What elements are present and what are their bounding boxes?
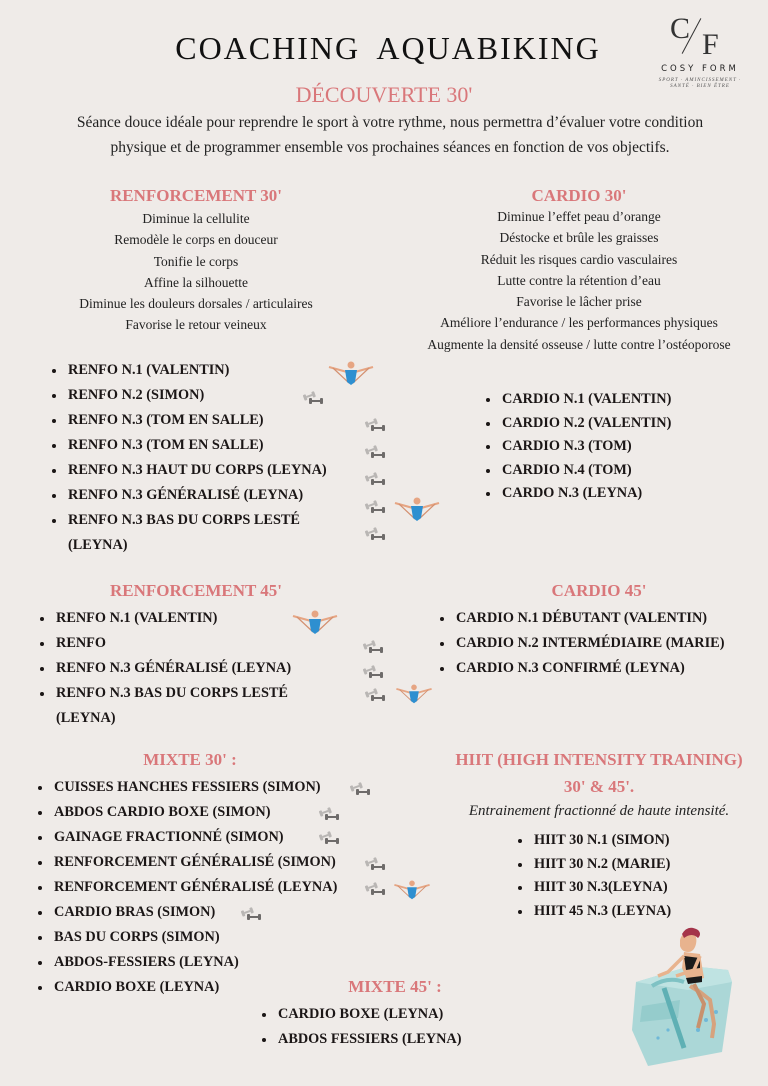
list-item[interactable]: HIIT 30 N.1 (SIMON) [516, 829, 766, 853]
benefit: Lutte contre la rétention d’eau [497, 272, 661, 288]
list-item[interactable]: CARDIO N.2 (VALENTIN) [484, 412, 764, 436]
list-item[interactable]: HIIT 45 N.3 (LEYNA) [516, 900, 766, 924]
list-item[interactable]: CARDIO N.3 (TOM) [484, 435, 764, 459]
dumbbell-icon [349, 780, 373, 796]
dumbbell-icon [318, 829, 342, 845]
list-item[interactable]: ABDOS-FESSIERS (LEYNA) [36, 950, 376, 975]
hiit-description: Entrainement fractionné de haute intensité. [468, 803, 730, 819]
list-item[interactable]: GAINAGE FRACTIONNÉ (SIMON) [36, 825, 376, 850]
dumbbell-icon [364, 880, 388, 896]
logo-name: COSY FORM [661, 64, 739, 74]
list-item[interactable]: RENFO N.3 BAS DU CORPS LESTÉ (LEYNA) [50, 508, 350, 558]
dumbbell-icon [318, 805, 342, 821]
dumbbell-icon [364, 443, 388, 459]
list-item[interactable]: CARDIO BOXE (LEYNA) [36, 975, 376, 1000]
list-item[interactable]: RENFO N.1 (VALENTIN) [50, 358, 380, 383]
benefit: Diminue les douleurs dorsales / articulaires [79, 296, 313, 312]
list-item[interactable]: CARDIO BRAS (SIMON) [36, 900, 376, 925]
cardio-45-heading: CARDIO 45' [551, 581, 647, 600]
benefit: Diminue l’effet peau d’orange [497, 209, 661, 224]
list-item[interactable]: RENFO N.3 BAS DU CORPS LESTÉ (LEYNA) [38, 681, 338, 731]
benefit: Diminue la cellulite [142, 211, 250, 226]
renforcement-30-list [50, 358, 380, 558]
benefit: Augmente la densité osseuse / lutte contre l’ostéoporose [427, 336, 731, 352]
dumbbell-icon [302, 389, 326, 405]
cardio-30-list [484, 388, 764, 506]
aquabike-illustration-icon [628, 920, 752, 1072]
logo-monogram-icon: C F [670, 12, 719, 61]
list-item[interactable]: HIIT 30 N.3(LEYNA) [516, 876, 766, 900]
list-item[interactable]: HIIT 30 N.2 (MARIE) [516, 853, 766, 877]
list-item[interactable]: CARDIO N.1 (VALENTIN) [484, 388, 764, 412]
dumbbell-icon [364, 498, 388, 514]
list-item[interactable]: CARDIO BOXE (LEYNA) [260, 1002, 520, 1027]
list-item[interactable]: RENFO N.3 HAUT DU CORPS (LEYNA) [50, 458, 380, 483]
cardio-30-benefits [390, 206, 768, 355]
cardio-45-list [438, 606, 768, 681]
athlete-icon [392, 880, 432, 901]
list-item[interactable]: BAS DU CORPS (SIMON) [36, 925, 376, 950]
mixte-30-heading: MIXTE 30' : [143, 750, 237, 769]
list-item[interactable]: RENFO N.3 (TOM EN SALLE) [50, 433, 380, 458]
benefit: Affine la silhouette [144, 274, 248, 290]
benefit: Tonifie le corps [153, 253, 239, 269]
hiit-heading: HIIT (HIGH INTENSITY TRAINING) [455, 750, 743, 769]
list-item[interactable]: ABDOS FESSIERS (LEYNA) [260, 1027, 520, 1052]
hiit-list [516, 829, 766, 923]
logo-tagline-line-2: SANTÉ · BIEN ÊTRE [670, 84, 730, 89]
dumbbell-icon [364, 855, 388, 871]
cardio-30-heading: CARDIO 30' [531, 186, 627, 205]
benefit: Favorise le lâcher prise [516, 294, 642, 310]
renforcement-30-heading: RENFORCEMENT 30' [109, 186, 283, 205]
dumbbell-icon [240, 905, 264, 921]
list-item[interactable]: CARDIO N.1 DÉBUTANT (VALENTIN) [438, 606, 768, 631]
hiit-subheading: 30' & 45'. [563, 777, 635, 796]
list-item[interactable]: CARDIO N.4 (TOM) [484, 459, 764, 483]
mixte-45-heading: MIXTE 45' : [348, 977, 442, 996]
decouverte-description: Séance douce idéale pour reprendre le sport à votre rythme, nous permettra d’évaluer votre condition physique et de programmer ensemble vos prochaines séances en fonction de vos objectifs. [76, 114, 704, 156]
list-item[interactable]: RENFO N.3 GÉNÉRALISÉ (LEYNA) [50, 483, 380, 508]
benefit: Favorise le retour veineux [125, 317, 267, 333]
list-item[interactable]: RENFO N.1 (VALENTIN) [38, 606, 368, 631]
benefit: Déstocke et brûle les graisses [499, 230, 659, 246]
dumbbell-icon [362, 638, 386, 654]
dumbbell-icon [362, 663, 386, 679]
benefit: Réduit les risques cardio vasculaires [480, 251, 678, 267]
decouverte-heading: DÉCOUVERTE 30' [295, 82, 473, 107]
mixte-45-list [260, 1002, 520, 1052]
renforcement-45-heading: RENFORCEMENT 45' [109, 581, 283, 600]
list-item[interactable]: RENFO N.3 GÉNÉRALISÉ (LEYNA) [38, 656, 368, 681]
dumbbell-icon [364, 470, 388, 486]
benefit: Remodèle le corps en douceur [114, 232, 278, 248]
list-item[interactable]: CUISSES HANCHES FESSIERS (SIMON) [36, 775, 376, 800]
list-item[interactable]: RENFORCEMENT GÉNÉRALISÉ (SIMON) [36, 850, 376, 875]
list-item[interactable]: CARDO N.3 (LEYNA) [484, 482, 764, 506]
athlete-icon [394, 684, 434, 705]
dumbbell-icon [364, 686, 388, 702]
page-title: COACHING AQUABIKING [175, 30, 601, 66]
renforcement-30-benefits [0, 208, 392, 336]
logo-tagline-line-1: SPORT · AMINCISSEMENT · [658, 78, 742, 83]
list-item[interactable]: CARDIO N.3 CONFIRMÉ (LEYNA) [438, 656, 768, 681]
list-item[interactable]: RENFO N.3 (TOM EN SALLE) [50, 408, 380, 433]
dumbbell-icon [364, 525, 388, 541]
athlete-icon [326, 361, 376, 387]
athlete-icon [392, 497, 442, 523]
list-item[interactable]: RENFO N.2 (SIMON) [50, 383, 380, 408]
list-item[interactable]: ABDOS CARDIO BOXE (SIMON) [36, 800, 376, 825]
brand-logo [640, 10, 760, 90]
list-item[interactable]: CARDIO N.2 INTERMÉDIAIRE (MARIE) [438, 631, 768, 656]
list-item[interactable]: RENFO [38, 631, 368, 656]
list-item[interactable]: RENFORCEMENT GÉNÉRALISÉ (LEYNA) [36, 875, 376, 900]
dumbbell-icon [364, 416, 388, 432]
athlete-icon [290, 610, 340, 636]
benefit: Améliore l’endurance / les performances physiques [440, 315, 718, 331]
